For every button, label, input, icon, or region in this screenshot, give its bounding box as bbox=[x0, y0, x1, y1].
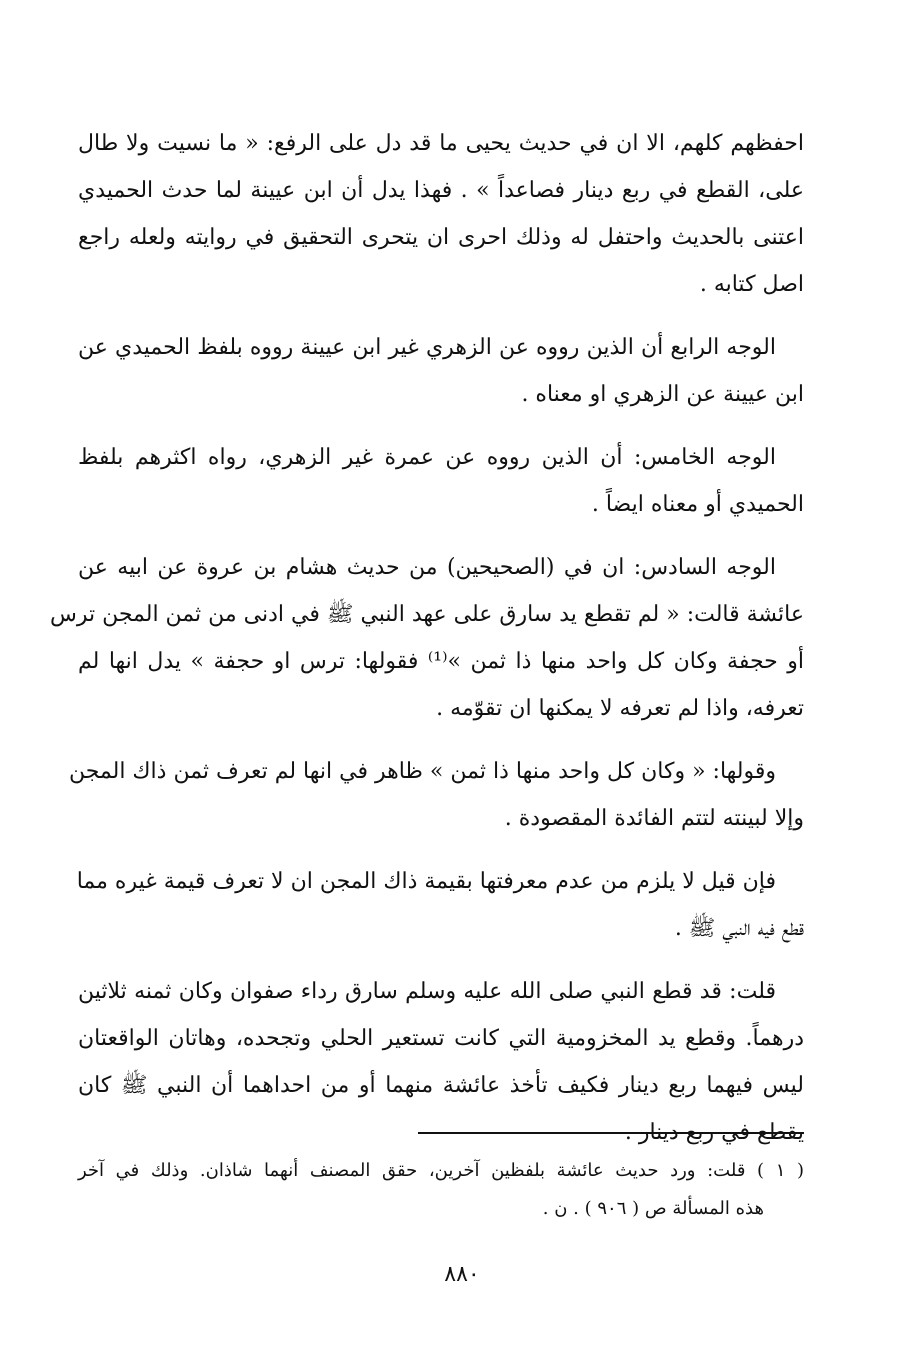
text-line: درهماً. وقطع يد المخزومية التي كانت تستعير الحلي وتجحده، وهاتان الواقعتان bbox=[78, 1026, 804, 1051]
footnote-divider bbox=[418, 1132, 804, 1134]
text-line: اعتنى بالحديث واحتفل له وذلك احرى ان يتحرى التحقيق في روايته ولعله راجع bbox=[78, 225, 804, 250]
text-line: احفظهم كلهم، الا ان في حديث يحيى ما قد دل على الرفع: « ما نسيت ولا طال bbox=[78, 131, 804, 156]
footnote bbox=[78, 1152, 804, 1228]
paragraph-5 bbox=[68, 748, 804, 842]
paragraph-6 bbox=[78, 858, 804, 952]
text-line: ابن عيينة عن الزهري او معناه . bbox=[521, 382, 804, 407]
page-number: ٨٨٠ bbox=[444, 1262, 480, 1287]
paragraph-7 bbox=[78, 968, 804, 1156]
paragraph-4 bbox=[49, 544, 804, 732]
text-line: على، القطع في ربع دينار فصاعداً » . فهذا يدل أن ابن عيينة لما حدث الحميدي bbox=[78, 178, 804, 203]
text-line: تعرفه، واذا لم تعرفه لا يمكنها ان تقوّمه . bbox=[436, 696, 804, 721]
text-line: وقولها: « وكان كل واحد منها ذا ثمن » ظاهر في انها لم تعرف ثمن ذاك المجن bbox=[68, 759, 776, 784]
text-line: فإن قيل لا يلزم من عدم معرفتها بقيمة ذاك المجن ان لا تعرف قيمة غيره مما bbox=[76, 869, 776, 894]
text-line: ليس فيهما ربع دينار فكيف تأخذ عائشة منهما أو من احداهما أن النبي ﷺ كان bbox=[78, 1073, 804, 1098]
text-line: يقطع في ربع دينار . bbox=[624, 1120, 804, 1145]
paragraph-3 bbox=[78, 434, 804, 528]
footnote-line: هذه المسألة ص ( ٩٠٦ ) . ن . bbox=[542, 1198, 764, 1219]
text-line: اصل كتابه . bbox=[699, 272, 804, 297]
text-line: قلت: قد قطع النبي صلى الله عليه وسلم سارق رداء صفوان وكان ثمنه ثلاثين bbox=[78, 979, 776, 1004]
page-body bbox=[49, 120, 804, 1172]
text-line: عائشة قالت: « لم تقطع يد سارق على عهد النبي ﷺ في ادنى من ثمن المجن ترس bbox=[49, 602, 804, 627]
text-line: قطع فيه النبي ﷺ . bbox=[674, 916, 804, 941]
footnote-line: ( ١ ) قلت: ورد حديث عائشة بلفظين آخرين، حقق المصنف أنهما شاذان. وذلك في آخر bbox=[78, 1160, 804, 1181]
text-line: الحميدي أو معناه ايضاً . bbox=[591, 492, 804, 517]
paragraph-2 bbox=[78, 324, 804, 418]
text-line: الوجه الرابع أن الذين رووه عن الزهري غير ابن عيينة رووه بلفظ الحميدي عن bbox=[78, 335, 776, 360]
text-line: الوجه السادس: ان في (الصحيحين) من حديث هشام بن عروة عن ابيه عن bbox=[78, 555, 776, 580]
text-line: أو حجفة وكان كل واحد منها ذا ثمن »⁽¹⁾ فقولها: ترس او حجفة » يدل انها لم bbox=[78, 649, 804, 674]
paragraph-1 bbox=[78, 120, 804, 308]
text-line: الوجه الخامس: أن الذين رووه عن عمرة غير الزهري، رواه اكثرهم بلفظ bbox=[78, 445, 776, 470]
text-line: وإلا لبينته لتتم الفائدة المقصودة . bbox=[504, 806, 804, 831]
